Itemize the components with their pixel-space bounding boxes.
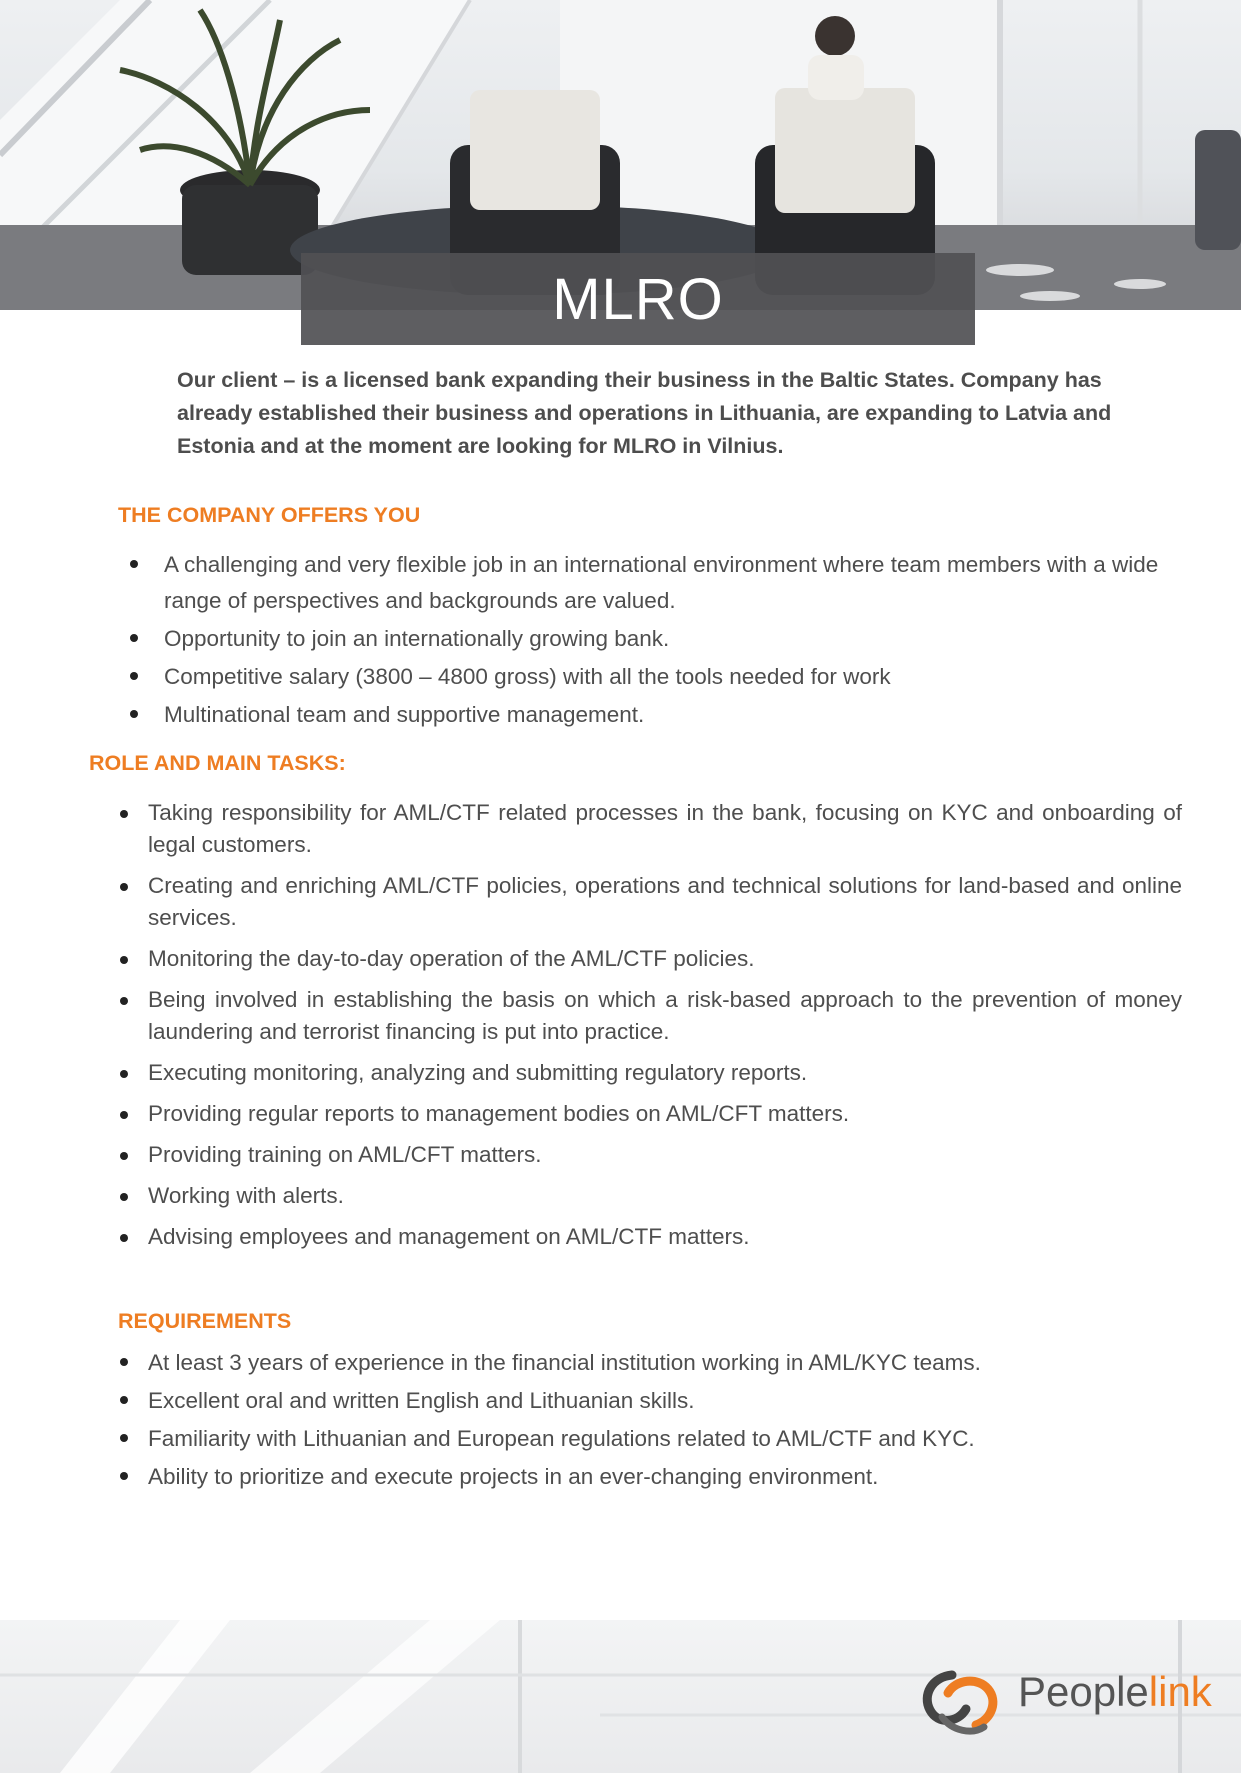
list-item: Multinational team and supportive management. (164, 697, 1184, 733)
list-item: Executing monitoring, analyzing and submitting regulatory reports. (148, 1057, 1182, 1089)
offers-heading: THE COMPANY OFFERS YOU (118, 503, 421, 527)
requirements-list (148, 1345, 1182, 1497)
list-item: Taking responsibility for AML/CTF related processes in the bank, focusing on KYC and onboarding of legal customers. (148, 797, 1182, 861)
list-item: Familiarity with Lithuanian and European regulations related to AML/CTF and KYC. (148, 1421, 1182, 1457)
logo-wordmark: Peoplelink (1018, 1668, 1212, 1715)
list-item: Ability to prioritize and execute projects in an ever-changing environment. (148, 1459, 1182, 1495)
list-item: A challenging and very flexible job in an international environment where team members with a wide range of perspectives and backgrounds are valued. (164, 547, 1184, 619)
list-item: Being involved in establishing the basis on which a risk-based approach to the prevention of money laundering and terrorist financing is put into practice. (148, 984, 1182, 1048)
job-title: MLRO (552, 266, 724, 332)
list-item: Providing regular reports to management bodies on AML/CFT matters. (148, 1098, 1182, 1130)
requirements-heading: REQUIREMENTS (118, 1309, 292, 1333)
role-list (148, 797, 1182, 1262)
list-item: At least 3 years of experience in the financial institution working in AML/KYC teams. (148, 1345, 1182, 1381)
list-item: Competitive salary (3800 – 4800 gross) with all the tools needed for work (164, 659, 1184, 695)
list-item: Monitoring the day-to-day operation of the AML/CTF policies. (148, 943, 1182, 975)
intro-paragraph: Our client – is a licensed bank expanding their business in the Baltic States. Company has already established their business and operations in Lithuania, are expanding to Latvia and Estonia and at the moment are looking for MLRO in Vilnius. (177, 368, 1112, 458)
role-heading: ROLE AND MAIN TASKS: (89, 751, 346, 775)
offers-list (164, 547, 1184, 735)
list-item: Excellent oral and written English and Lithuanian skills. (148, 1383, 1182, 1419)
list-item: Advising employees and management on AML/CTF matters. (148, 1221, 1182, 1253)
list-item: Opportunity to join an internationally growing bank. (164, 621, 1184, 657)
list-item: Providing training on AML/CFT matters. (148, 1139, 1182, 1171)
list-item: Creating and enriching AML/CTF policies, operations and technical solutions for land-based and online services. (148, 870, 1182, 934)
job-title-banner (301, 253, 975, 345)
list-item: Working with alerts. (148, 1180, 1182, 1212)
